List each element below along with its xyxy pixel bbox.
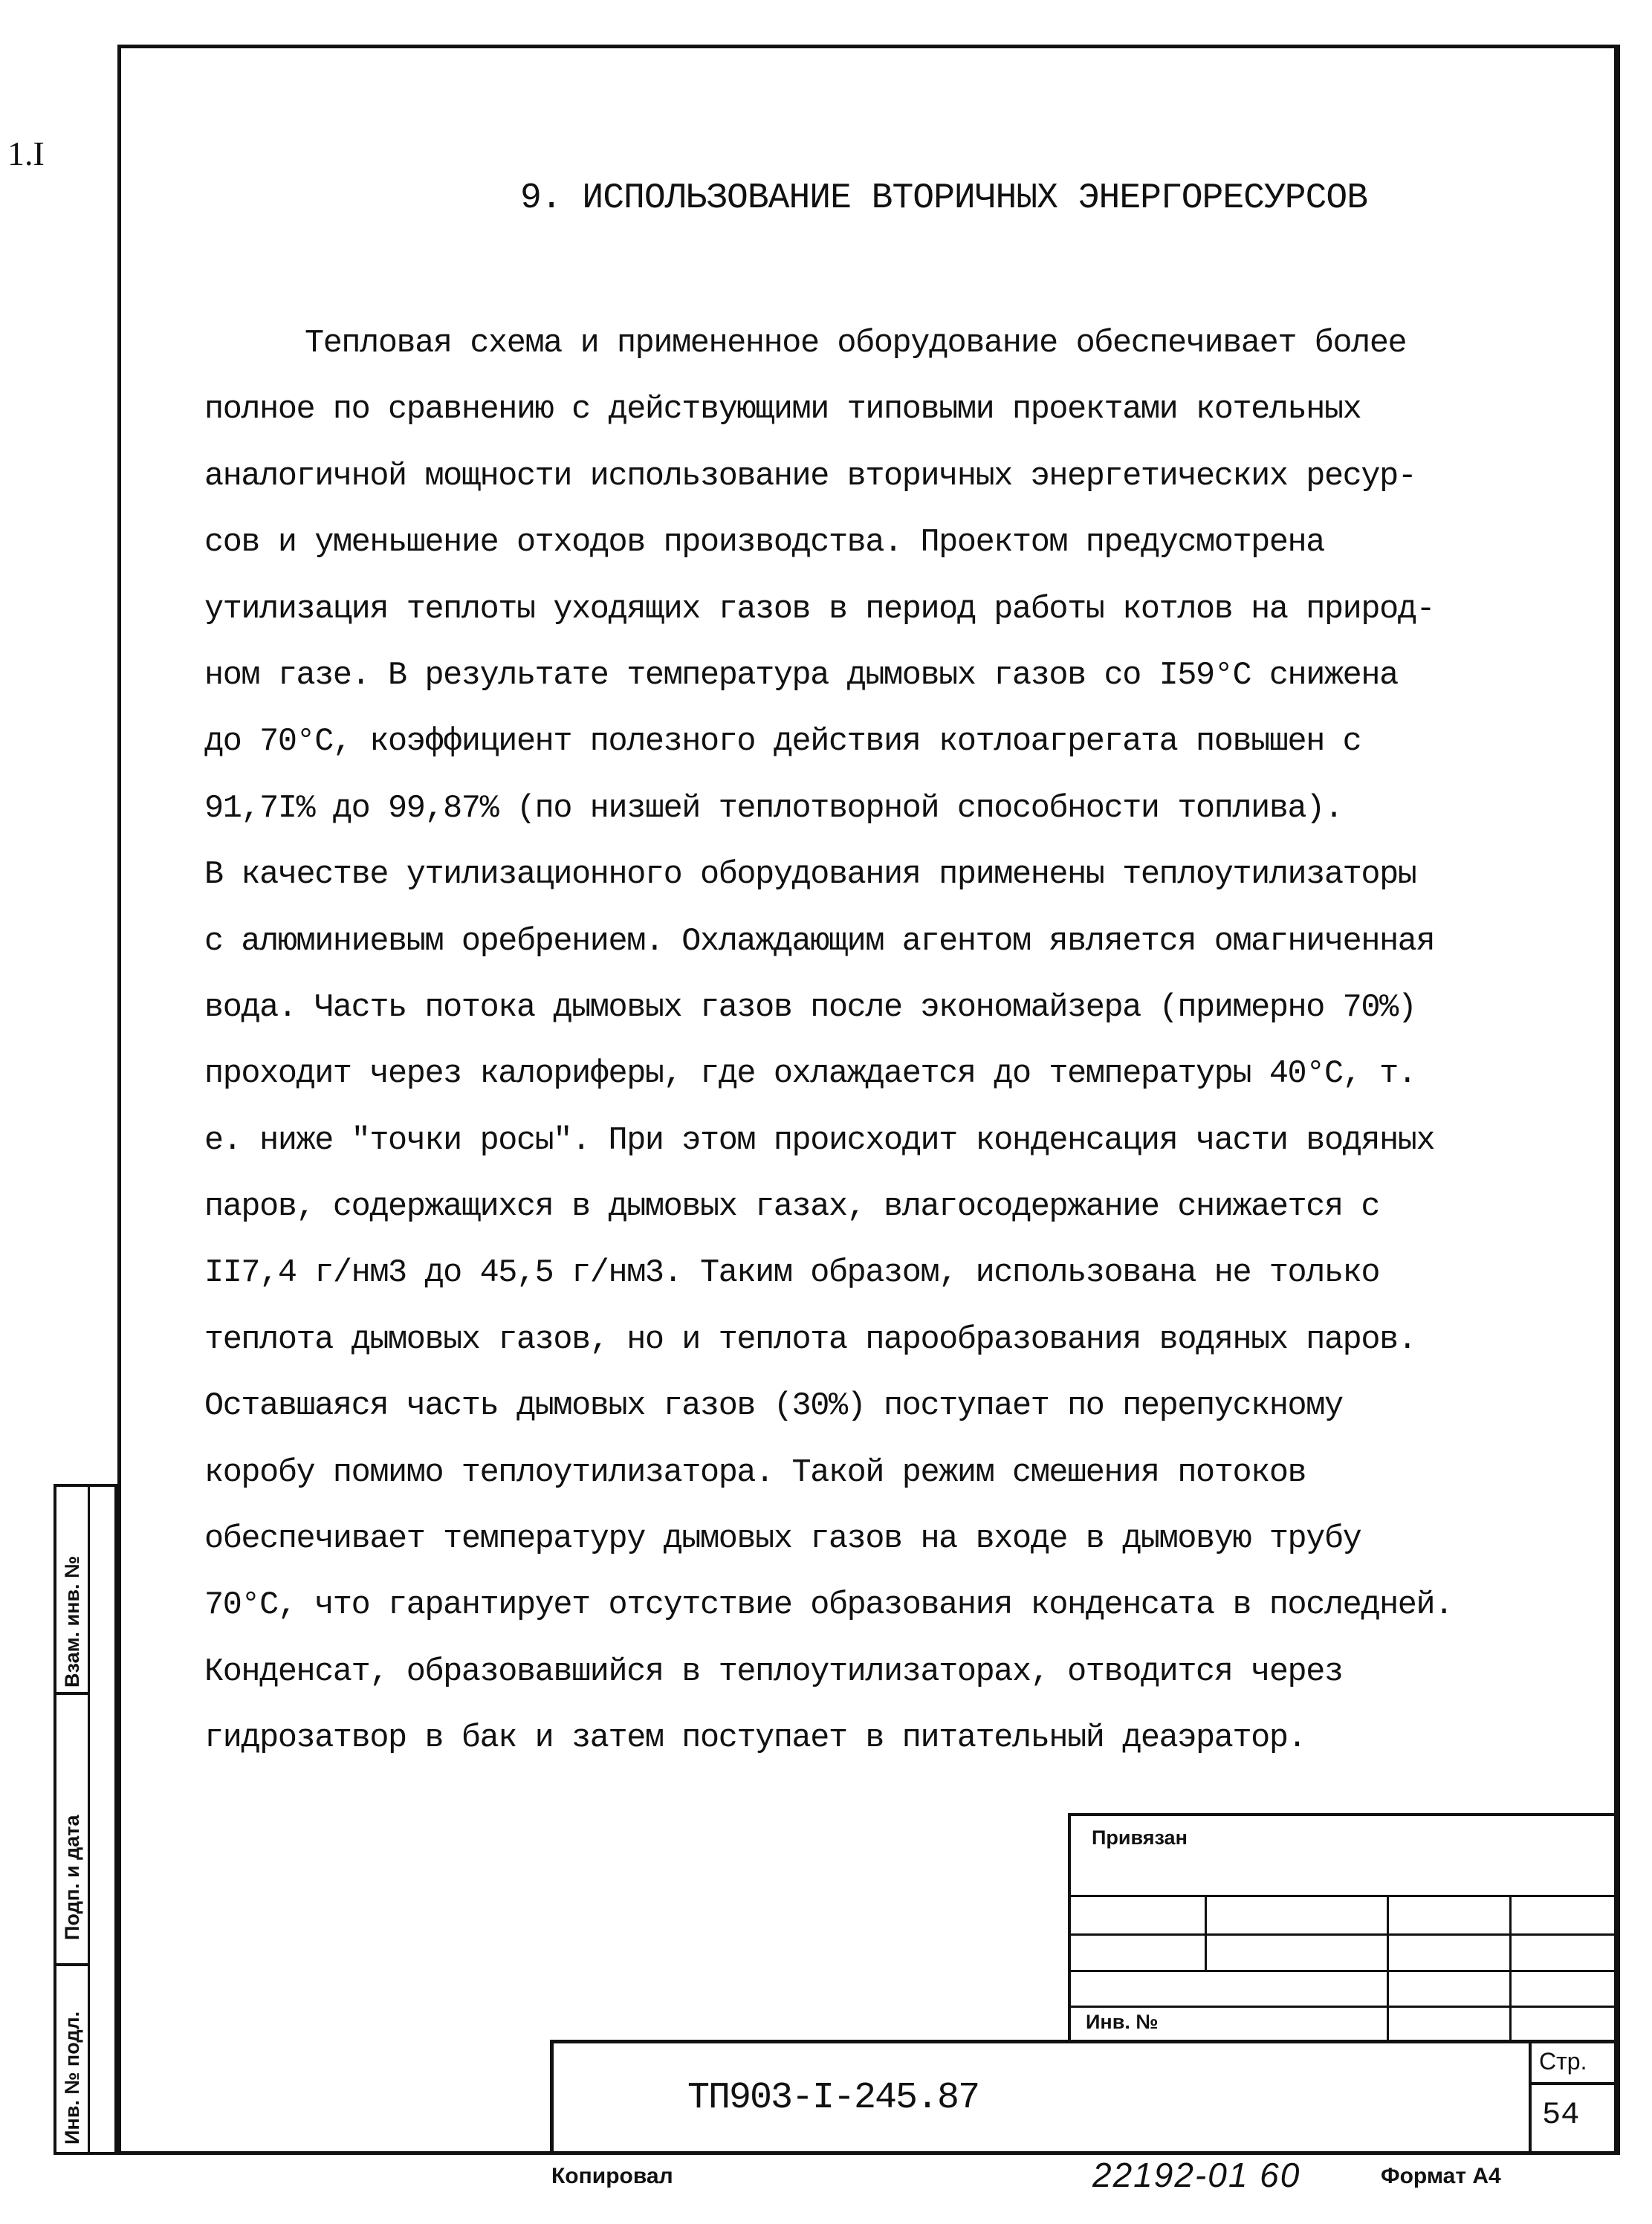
side-stamp xyxy=(54,1484,117,2155)
text-line: ном газе. В результате температура дымовых газов со I59°С снижена xyxy=(204,657,1398,694)
text-line: Тепловая схема и примененное оборудование обеспечивает более xyxy=(305,325,1407,362)
side-label-replacement-inv: Взам. инв. № xyxy=(61,1555,83,1688)
page-label: Стр. xyxy=(1539,2048,1587,2075)
side-cell-replacement xyxy=(56,1487,90,1695)
side-cell-original-inv xyxy=(56,1966,90,2152)
section-heading: 9. ИСПОЛЬЗОВАНИЕ ВТОРИЧНЫХ ЭНЕРГОРЕСУРСОВ xyxy=(520,178,1367,218)
text-line: с алюминиевым оребрением. Охлаждающим агентом является омагниченная xyxy=(204,923,1435,960)
stamp-table xyxy=(1068,1813,1614,2040)
text-line: паров, содержащихся в дымовых газах, влагосодержание снижается с xyxy=(204,1189,1380,1226)
text-line: полное по сравнению с действующими типовыми проектами котельных xyxy=(204,392,1361,429)
stamp-rule xyxy=(1071,1970,1614,1972)
side-cell-signature xyxy=(56,1695,90,1966)
text-line: В качестве утилизационного оборудования применены теплоутилизаторы xyxy=(204,857,1416,894)
stamp-rule xyxy=(1071,1895,1614,1897)
text-line: сов и уменьшение отходов производства. Проектом предусмотрена xyxy=(204,525,1324,562)
title-block xyxy=(550,2040,1614,2155)
body-text xyxy=(204,311,1587,1772)
text-line: е. ниже "точки росы". При этом происходит конденсация части водяных xyxy=(204,1122,1435,1159)
text-line: 70°С, что гарантирует отсутствие образования конденсата в последней. xyxy=(204,1587,1453,1624)
text-line: проходит через калориферы, где охлаждается до температуры 40°С, т. xyxy=(204,1056,1416,1093)
page-box xyxy=(1529,2043,1614,2155)
text-line: аналогичной мощности использование вторичных энергетических ресур- xyxy=(204,458,1416,495)
text-line: Конденсат, образовавшийся в теплоутилизаторах, отводится через xyxy=(204,1653,1343,1690)
document-code: ТП903-I-245.87 xyxy=(687,2077,979,2119)
text-line: гидрозатвор в бак и затем поступает в питательный деаэратор. xyxy=(204,1720,1306,1757)
stamp-rule xyxy=(1071,2006,1614,2008)
margin-note: 1.I xyxy=(7,134,45,172)
text-line: 91,7I% до 99,87% (по низшей теплотворной способности топлива). xyxy=(204,790,1343,827)
stamp-rule xyxy=(1205,1895,1207,1971)
text-line: утилизация теплоты уходящих газов в период работы котлов на природ- xyxy=(204,591,1435,628)
linked-label: Привязан xyxy=(1092,1826,1188,1849)
archive-number: 22192-01 60 xyxy=(1092,2156,1301,2194)
text-line: II7,4 г/нм3 до 45,5 г/нм3. Таким образом, использована не только xyxy=(204,1255,1380,1292)
text-line: до 70°С, коэффициент полезного действия котлоагрегата повышен с xyxy=(204,724,1361,761)
inventory-label: Инв. № xyxy=(1086,2011,1159,2033)
format-label: Формат А4 xyxy=(1381,2164,1501,2188)
stamp-rule xyxy=(1509,1895,1512,2043)
text-line: коробу помимо теплоутилизатора. Такой режим смешения потоков xyxy=(204,1454,1306,1491)
text-line: Оставшаяся часть дымовых газов (30%) поступает по перепускному xyxy=(204,1388,1343,1425)
side-label-signature-date: Подп. и дата xyxy=(61,1815,83,1940)
stamp-rule xyxy=(1071,1933,1614,1936)
text-line: теплота дымовых газов, но и теплота парообразования водяных паров. xyxy=(204,1321,1416,1358)
text-line: обеспечивает температуру дымовых газов на входе в дымовую трубу xyxy=(204,1521,1361,1558)
page-number: 54 xyxy=(1542,2097,1580,2133)
stamp-rule xyxy=(1387,1895,1389,2043)
side-label-original-inv: Инв. № подл. xyxy=(61,2011,83,2144)
page-box-rule xyxy=(1532,2082,1617,2085)
text-line: вода. Часть потока дымовых газов после экономайзера (примерно 70%) xyxy=(204,989,1416,1026)
copied-by-label: Копировал xyxy=(551,2164,673,2188)
